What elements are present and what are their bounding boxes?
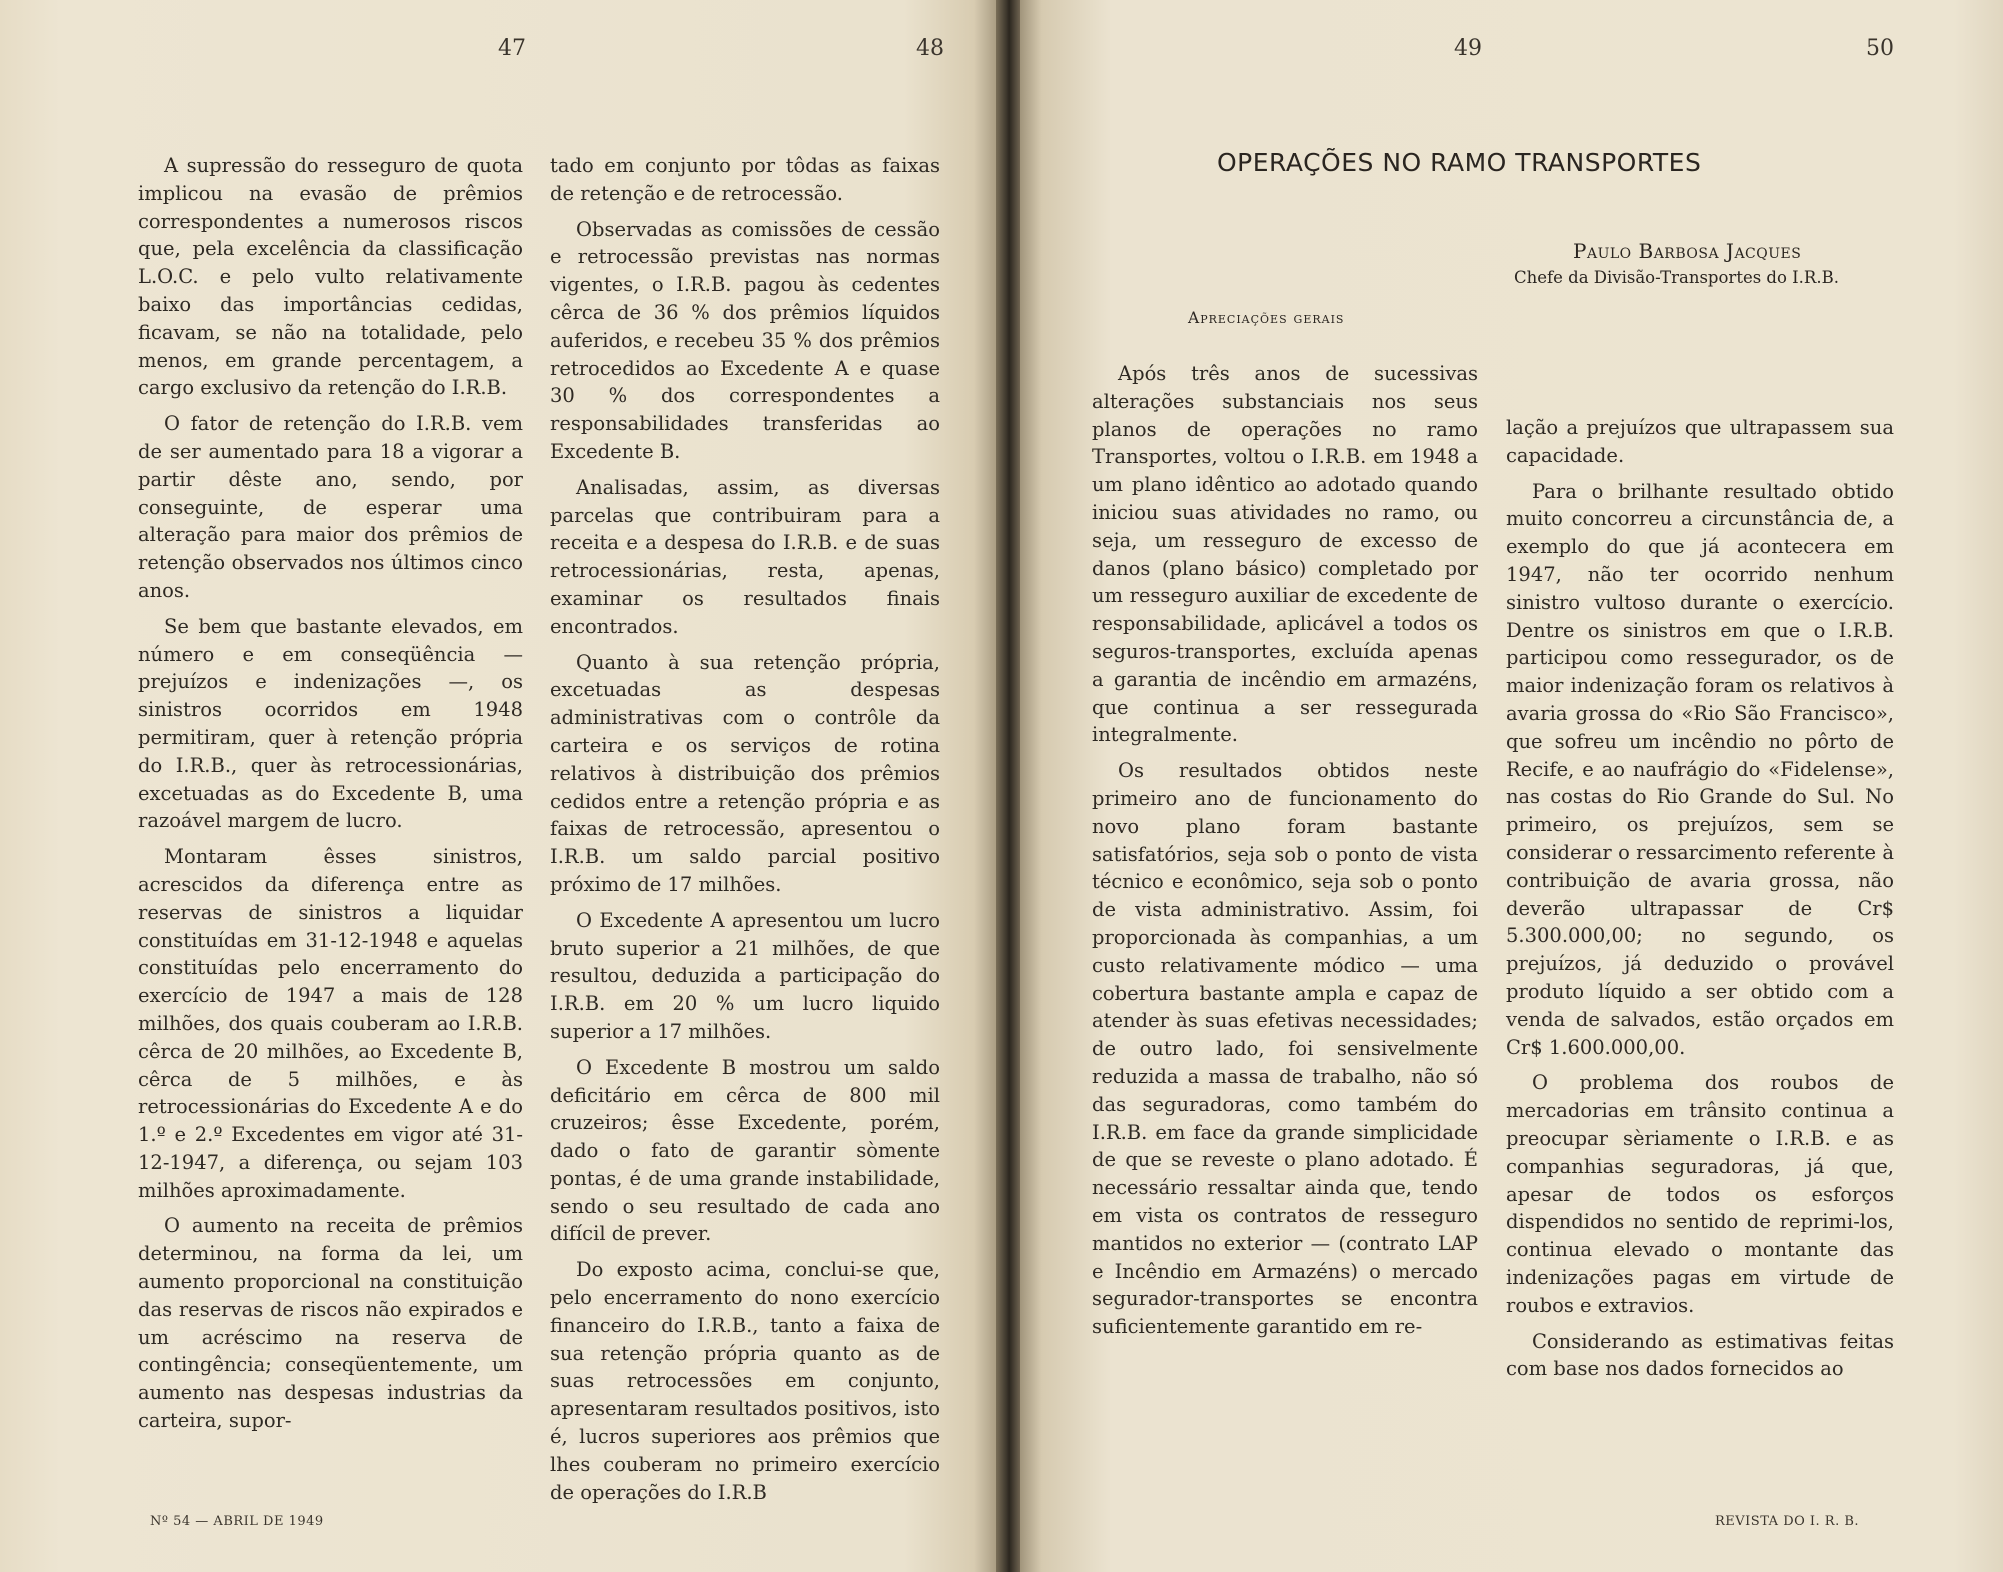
paragraph: Montaram êsses sinistros, acrescidos da diferença entre as reservas de sinistros a liquidar constituídas em 31-12-1948 e aquelas constituídas pelo encerramento do exercício de 1947 a mais de 128 milhões, dos quais couberam ao I.R.B. cêrca de 20 milhões, ao Excedente B, cêrca de 5 milhões, e às retrocessionárias do Excedente A e do 1.º e 2.º Excedentes em vigor até 31-12-1947, a diferença, ou sejam 103 milhões aproximadamente. — [138, 845, 523, 1202]
paragraph: O aumento na receita de prêmios determinou, na forma da lei, um aumento proporcional na constituição das reservas de riscos não expirados e um acréscimo na reserva de contingência; conseqüentemente, um aumento nas despesas industrias da carteira, supor- — [138, 1214, 523, 1433]
paragraph: A supressão do resseguro de quota implicou na evasão de prêmios correspondentes a numerosos riscos que, pela excelência da classificação L.O.C. e pelo vulto relativamente baixo das importâncias cedidas, ficavam, se não na totalidade, pelo menos, em grande percentagem, a cargo exclusivo da retenção do I.R.B. — [138, 154, 523, 400]
paragraph: O problema dos roubos de mercadorias em trânsito continua a preocupar sèriamente o I.R.B. e as companhias seguradoras, já que, apesar de todos os esforços dispendidos no sentido de reprimi-los, continua elevado o montante das indenizações pagas em virtude de roubos e extravios. — [1506, 1071, 1894, 1317]
section-heading: Apreciações gerais — [1188, 309, 1345, 327]
article-title: OPERAÇÕES NO RAMO TRANSPORTES — [1217, 148, 1702, 177]
paragraph-continued: lação a prejuízos que ultrapassem sua capacidade. — [1506, 416, 1894, 467]
paragraph: Após três anos de sucessivas alterações substanciais nos seus planos de operações no ramo Transportes, voltou o I.R.B. em 1948 a um plano idêntico ao adotado quando iniciou suas atividades no ramo, ou seja, um resseguro de excesso de danos (plano básico) completado por um resseguro auxiliar de excedente de responsabilidade, aplicável a todos os seguros-transportes, excluída apenas a garantia de incêndio em armazéns, que continua a ser ressegurada integralmente. — [1092, 362, 1478, 747]
paragraph: Os resultados obtidos neste primeiro ano de funcionamento do novo plano foram bastante satisfatórios, seja sob o ponto de vista técnico e econômico, seja sob o ponto de vista administrativo. Assim, foi proporcionada às companhias, a um custo relativamente módico — uma cobertura bastante ampla e capaz de atender às suas efetivas necessidades; de outro lado, foi sensivelmente reduzida a massa de trabalho, não só das seguradoras, como também do I.R.B. em face da grande simplicidade de que se reveste o plano adotado. É necessário ressaltar ainda que, tendo em vista os contratos de resseguro mantidos no exterior — (contrato LAP e Incêndio em Armazéns) o mercado segurador-transportes se encontra suficientemente garantido em re- — [1092, 759, 1478, 1339]
column-page-47 — [138, 152, 523, 1443]
paragraph: Considerando as estimativas feitas com base nos dados fornecidos ao — [1506, 1329, 1894, 1381]
book-gutter — [996, 0, 1020, 1572]
paragraph: O Excedente A apresentou um lucro bruto superior a 21 milhões, de que resultou, deduzida a participação do I.R.B. em 20 % um lucro liquido superior a 17 milhões. — [550, 908, 940, 1043]
paragraph: Para o brilhante resultado obtido muito concorreu a circunstância de, a exemplo do que já acontecera em 1947, não ter ocorrido nenhum sinistro vultoso durante o exercício. Dentre os sinistros em que o I.R.B. participou como ressegurador, os de maior indenização foram os relativos à avaria grossa do «Rio São Francisco», que sofreu um incêndio no pôrto de Recife, e ao naufrágio do «Fidelense», nas costas do Rio Grande do Sul. No primeiro, os prejuízos, sem se considerar o ressarcimento referente à contribuição de avaria grossa, não deverão ultrapassar de Cr$ 5.300.000,00; no segundo, os prejuízos, já deduzido o provável produto líquido a ser obtido com a venda de salvados, estão orçados em Cr$ 1.600.000,00. — [1506, 479, 1894, 1059]
article-author: Paulo Barbosa Jacques — [1573, 239, 1802, 263]
column-page-48 — [550, 152, 940, 1514]
paragraph: Analisadas, assim, as diversas parcelas que contribuiram para a receita e a despesa do I.R.B. e de suas retrocessionárias, resta, apenas, examinar os resultados finais encontrados. — [550, 475, 940, 638]
page-number-50: 50 — [1866, 36, 1894, 61]
page-number-49: 49 — [1454, 36, 1482, 61]
page-number-47: 47 — [498, 36, 526, 61]
column-page-49 — [1092, 360, 1478, 1349]
paragraph: Do exposto acima, conclui-se que, pelo encerramento do nono exercício financeiro do I.R.B., tanto a faixa de sua retenção própria quanto as de suas retrocessões em conjunto, apresentaram resultados positivos, isto é, lucros superiores aos prêmios que lhes couberam no primeiro exercício de operações do I.R.B — [550, 1258, 940, 1504]
page-number-48: 48 — [916, 36, 944, 61]
paragraph: Se bem que bastante elevados, em número e em conseqüência — prejuízos e indenizações —, os sinistros ocorridos em 1948 permitiram, quer à retenção própria do I.R.B., quer às retrocessionárias, excetuadas as do Excedente B, uma razoável margem de lucro. — [138, 614, 523, 833]
paragraph: Quanto à sua retenção própria, excetuadas as despesas administrativas com o contrôle da carteira e os serviços de rotina relativos à distribuição dos prêmios cedidos entre a retenção própria e as faixas de retrocessão, apresentou o I.R.B. um saldo parcial positivo próximo de 17 milhões. — [550, 650, 940, 896]
paragraph-continued: tado em conjunto por tôdas as faixas de retenção e de retrocessão. — [550, 154, 940, 205]
paragraph: Observadas as comissões de cessão e retrocessão previstas nas normas vigentes, o I.R.B. pagou às cedentes cêrca de 36 % dos prêmios líquidos auferidos, e recebeu 35 % dos prêmios retrocedidos ao Excedente A e quase 30 % dos correspondentes a responsabilidades transferidas ao Excedente B. — [550, 217, 940, 463]
author-role: Chefe da Divisão-Transportes do I.R.B. — [1514, 268, 1839, 287]
footer-issue: Nº 54 — ABRIL DE 1949 — [150, 1514, 324, 1529]
paragraph: O fator de retenção do I.R.B. vem de ser aumentado para 18 a vigorar a partir dêste ano, sendo, por conseguinte, de esperar uma alteração para maior dos prêmios de retenção observados nos últimos cinco anos. — [138, 412, 523, 602]
column-page-50 — [1506, 414, 1894, 1391]
paragraph: O Excedente B mostrou um saldo deficitário em cêrca de 800 mil cruzeiros; êsse Excedente, porém, dado o fato de garantir sòmente pontas, é de uma grande instabilidade, sendo o seu resultado de cada ano difícil de prever. — [550, 1055, 940, 1246]
footer-journal: REVISTA DO I. R. B. — [1715, 1514, 1860, 1529]
